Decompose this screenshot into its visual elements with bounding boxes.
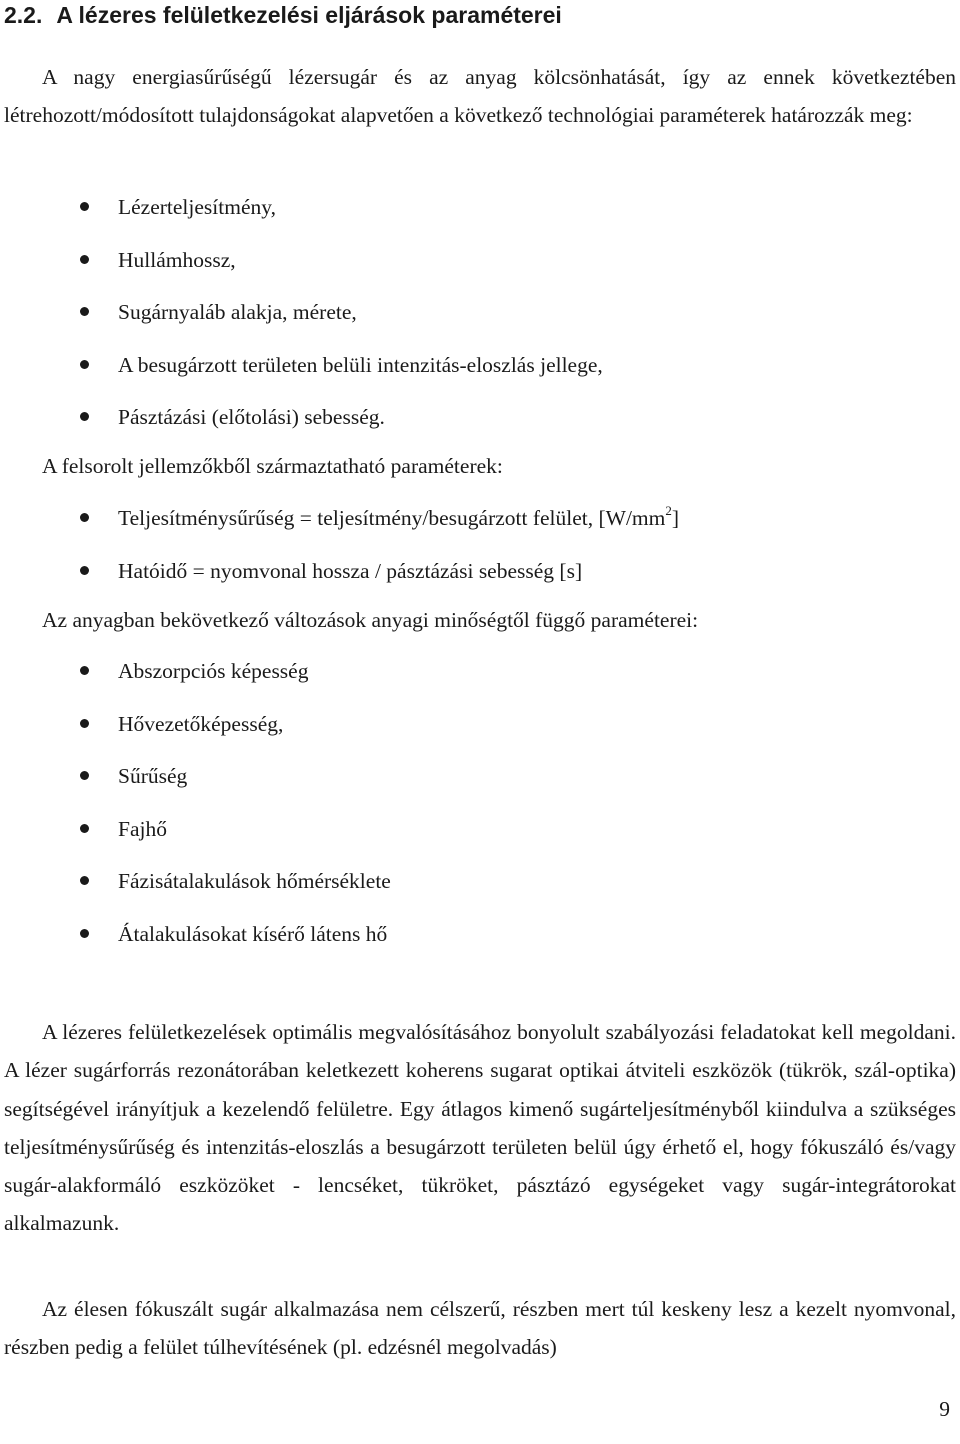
list-item: Fázisátalakulások hőmérséklete xyxy=(0,866,960,919)
power-density-formula: Teljesítménysűrűség = teljesítmény/besugárzott felület, [W/mm xyxy=(118,506,666,530)
page-number: 9 xyxy=(939,1397,950,1421)
list-item: Hővezetőképesség, xyxy=(0,709,960,762)
technology-parameter-list xyxy=(0,192,960,455)
list-item xyxy=(0,556,960,609)
bullet-icon xyxy=(80,566,89,575)
list-item: Sugárnyaláb alakja, mérete, xyxy=(0,297,960,350)
material-parameters-heading: Az anyagban bekövetkező változások anyagi minőségtől függő paraméterei: xyxy=(42,608,699,632)
list-item: Teljesítménysűrűség = teljesítmény/besugárzott felület, $[W/mm^2]$ xyxy=(0,503,960,556)
section-number: 2.2. xyxy=(4,2,43,28)
list-item: Pásztázási (előtolási) sebesség. xyxy=(0,402,960,455)
list-item: Hullámhossz, xyxy=(0,245,960,298)
bullet-icon xyxy=(80,719,89,728)
bullet-icon xyxy=(80,929,89,938)
list-item: A besugárzott területen belüli intenzitás-eloszlás jellege, xyxy=(0,350,960,403)
bullet-icon xyxy=(80,666,89,675)
list-item: Abszorpciós képesség xyxy=(0,656,960,709)
bullet-icon xyxy=(80,360,89,369)
derived-parameters-heading: A felsorolt jellemzőkből származtatható paraméterek: xyxy=(42,454,503,478)
section-title: A lézeres felületkezelési eljárások paraméterei xyxy=(56,2,562,28)
bullet-icon xyxy=(80,513,89,522)
bullet-icon xyxy=(80,824,89,833)
list-item: Lézerteljesítmény, xyxy=(0,192,960,245)
bullet-icon xyxy=(80,202,89,211)
list-item: Sűrűség xyxy=(0,761,960,814)
bullet-icon xyxy=(80,412,89,421)
exposure-time-formula: Hatóidő = nyomvonal hossza / pásztázási sebesség [s] xyxy=(118,558,583,583)
list-item: Átalakulásokat kísérő látens hő xyxy=(0,919,960,972)
list-item: Fajhő xyxy=(0,814,960,867)
body-paragraph: Az élesen fókuszált sugár alkalmazása nem célszerű, részben mert túl keskeny lesz a kezelt nyomvonal, részben pedig a felület túlhevítésének (pl. edzésnél megolvadás) xyxy=(4,1297,956,1360)
material-parameter-list xyxy=(0,656,960,971)
section-heading xyxy=(4,0,562,30)
bullet-icon xyxy=(80,876,89,885)
derived-parameter-list xyxy=(0,503,960,608)
bullet-icon xyxy=(80,771,89,780)
intro-paragraph: A nagy energiasűrűségű lézersugár és az anyag kölcsönhatását, így az ennek következtében létrehozott/módosított tulajdonságokat alapvetően a következő technológiai paraméterek határozzák meg: xyxy=(4,65,956,128)
superscript: 2 xyxy=(665,502,672,518)
bullet-icon xyxy=(80,307,89,316)
bullet-icon xyxy=(80,255,89,264)
body-paragraph: A lézeres felületkezelések optimális megvalósításához bonyolult szabályozási feladatokat kell megoldani. A lézer sugárforrás rezonátorában keletkezett koherens sugarat optikai átviteli eszközök (tükrök, szál-optika) segítségével irányítjuk a kezelendő felületre. Egy átlagos kimenő sugárteljesítményből kiindulva a szükséges teljesítménysűrűség és intenzitás-eloszlás a besugárzott területen belül úgy érhető el, hogy fókuszáló és/vagy sugár-alakformáló eszközöket - lencséket, tükröket, pásztázó egységeket vagy sugár-integrátorokat alkalmazunk. xyxy=(4,1020,956,1236)
